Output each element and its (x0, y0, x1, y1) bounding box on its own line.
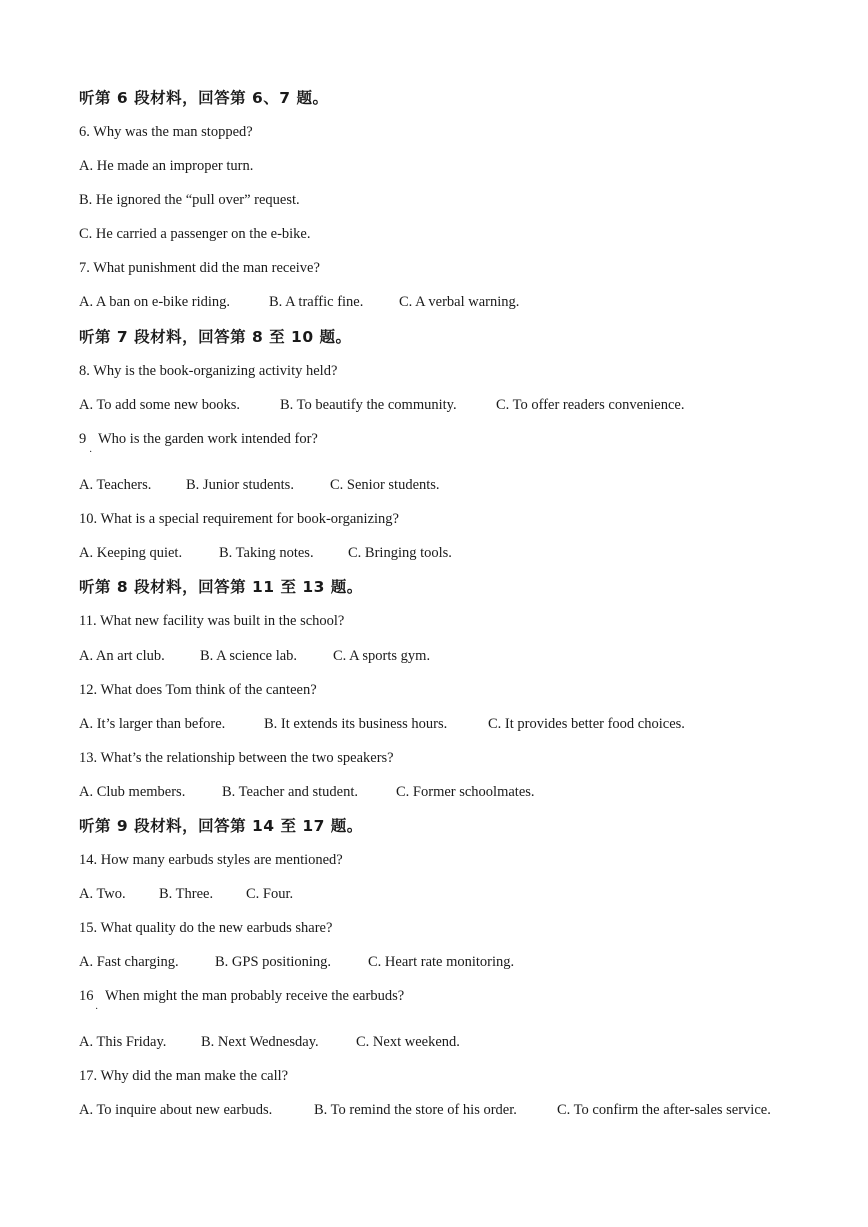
answer-option: C. It provides better food choices. (488, 716, 685, 732)
answer-option: C. A sports gym. (333, 648, 431, 664)
question-number: 16 (79, 988, 94, 1004)
question-stem: 17. Why did the man make the call? (79, 1068, 289, 1084)
options-row (79, 783, 779, 801)
answer-option: B. To remind the store of his order. (314, 1102, 517, 1118)
answer-option: C. A verbal warning. (399, 294, 520, 310)
answer-option: C. To confirm the after-sales service. (557, 1102, 771, 1118)
answer-option: A. An art club. (79, 648, 165, 664)
answer-option: A. To inquire about new earbuds. (79, 1102, 273, 1118)
options-row (79, 544, 779, 562)
answer-option: C. Senior students. (330, 477, 440, 493)
section-heading: 听第 8 段材料，回答第 11 至 13 题。 (79, 578, 363, 596)
answer-option: A. Fast charging. (79, 954, 179, 970)
answer-option: A. Keeping quiet. (79, 545, 183, 561)
question-stem: 10. What is a special requirement for book-organizing? (79, 511, 399, 527)
answer-option: A. To add some new books. (79, 397, 241, 413)
question-text: When might the man probably receive the earbuds? (105, 988, 405, 1004)
stray-mark: · (95, 1004, 99, 1015)
options-row (79, 715, 799, 733)
options-row (79, 293, 779, 311)
answer-option: C. To offer readers convenience. (496, 397, 685, 413)
options-row (79, 1033, 779, 1051)
answer-option: C. Bringing tools. (348, 545, 452, 561)
question-stem: 14. How many earbuds styles are mentioned? (79, 852, 343, 868)
answer-option: B. It extends its business hours. (264, 716, 448, 732)
options-row (79, 953, 779, 971)
answer-option: A. This Friday. (79, 1034, 167, 1050)
question-stem: 7. What punishment did the man receive? (79, 260, 320, 276)
section-heading: 听第 9 段材料，回答第 14 至 17 题。 (79, 817, 363, 835)
answer-option: B. A traffic fine. (269, 294, 364, 310)
section-heading: 听第 7 段材料，回答第 8 至 10 题。 (79, 328, 352, 346)
stray-mark: · (89, 447, 93, 458)
answer-option: B. A science lab. (200, 648, 298, 664)
answer-option: A. Two. (79, 886, 126, 902)
question-stem (79, 987, 579, 1005)
question-stem: 6. Why was the man stopped? (79, 124, 253, 140)
answer-option: B. Three. (159, 886, 214, 902)
answer-option: A. It’s larger than before. (79, 716, 226, 732)
options-row (79, 396, 779, 414)
question-stem: 15. What quality do the new earbuds share? (79, 920, 333, 936)
answer-option: C. He carried a passenger on the e-bike. (79, 226, 311, 242)
question-stem: 12. What does Tom think of the canteen? (79, 682, 317, 698)
options-row (79, 1101, 839, 1119)
question-number: 9 (79, 431, 87, 447)
options-row (79, 885, 779, 903)
answer-option: C. Four. (246, 886, 294, 902)
answer-option: A. Teachers. (79, 477, 152, 493)
answer-option: A. Club members. (79, 784, 186, 800)
section-heading: 听第 6 段材料，回答第 6、7 题。 (79, 89, 329, 107)
question-stem: 8. Why is the book-organizing activity held? (79, 363, 338, 379)
options-row (79, 647, 779, 665)
options-row (79, 476, 779, 494)
answer-option: C. Former schoolmates. (396, 784, 535, 800)
question-stem: 13. What’s the relationship between the two speakers? (79, 750, 394, 766)
question-stem: 11. What new facility was built in the school? (79, 613, 345, 629)
question-stem (79, 430, 579, 448)
answer-option: B. GPS positioning. (215, 954, 332, 970)
answer-option: C. Heart rate monitoring. (368, 954, 515, 970)
answer-option: B. He ignored the “pull over” request. (79, 192, 300, 208)
answer-option: A. A ban on e-bike riding. (79, 294, 231, 310)
answer-option: B. Taking notes. (219, 545, 314, 561)
answer-option: A. He made an improper turn. (79, 158, 254, 174)
question-text: Who is the garden work intended for? (98, 431, 318, 447)
answer-option: B. Teacher and student. (222, 784, 359, 800)
answer-option: C. Next weekend. (356, 1034, 460, 1050)
answer-option: B. To beautify the community. (280, 397, 457, 413)
answer-option: B. Next Wednesday. (201, 1034, 319, 1050)
answer-option: B. Junior students. (186, 477, 294, 493)
